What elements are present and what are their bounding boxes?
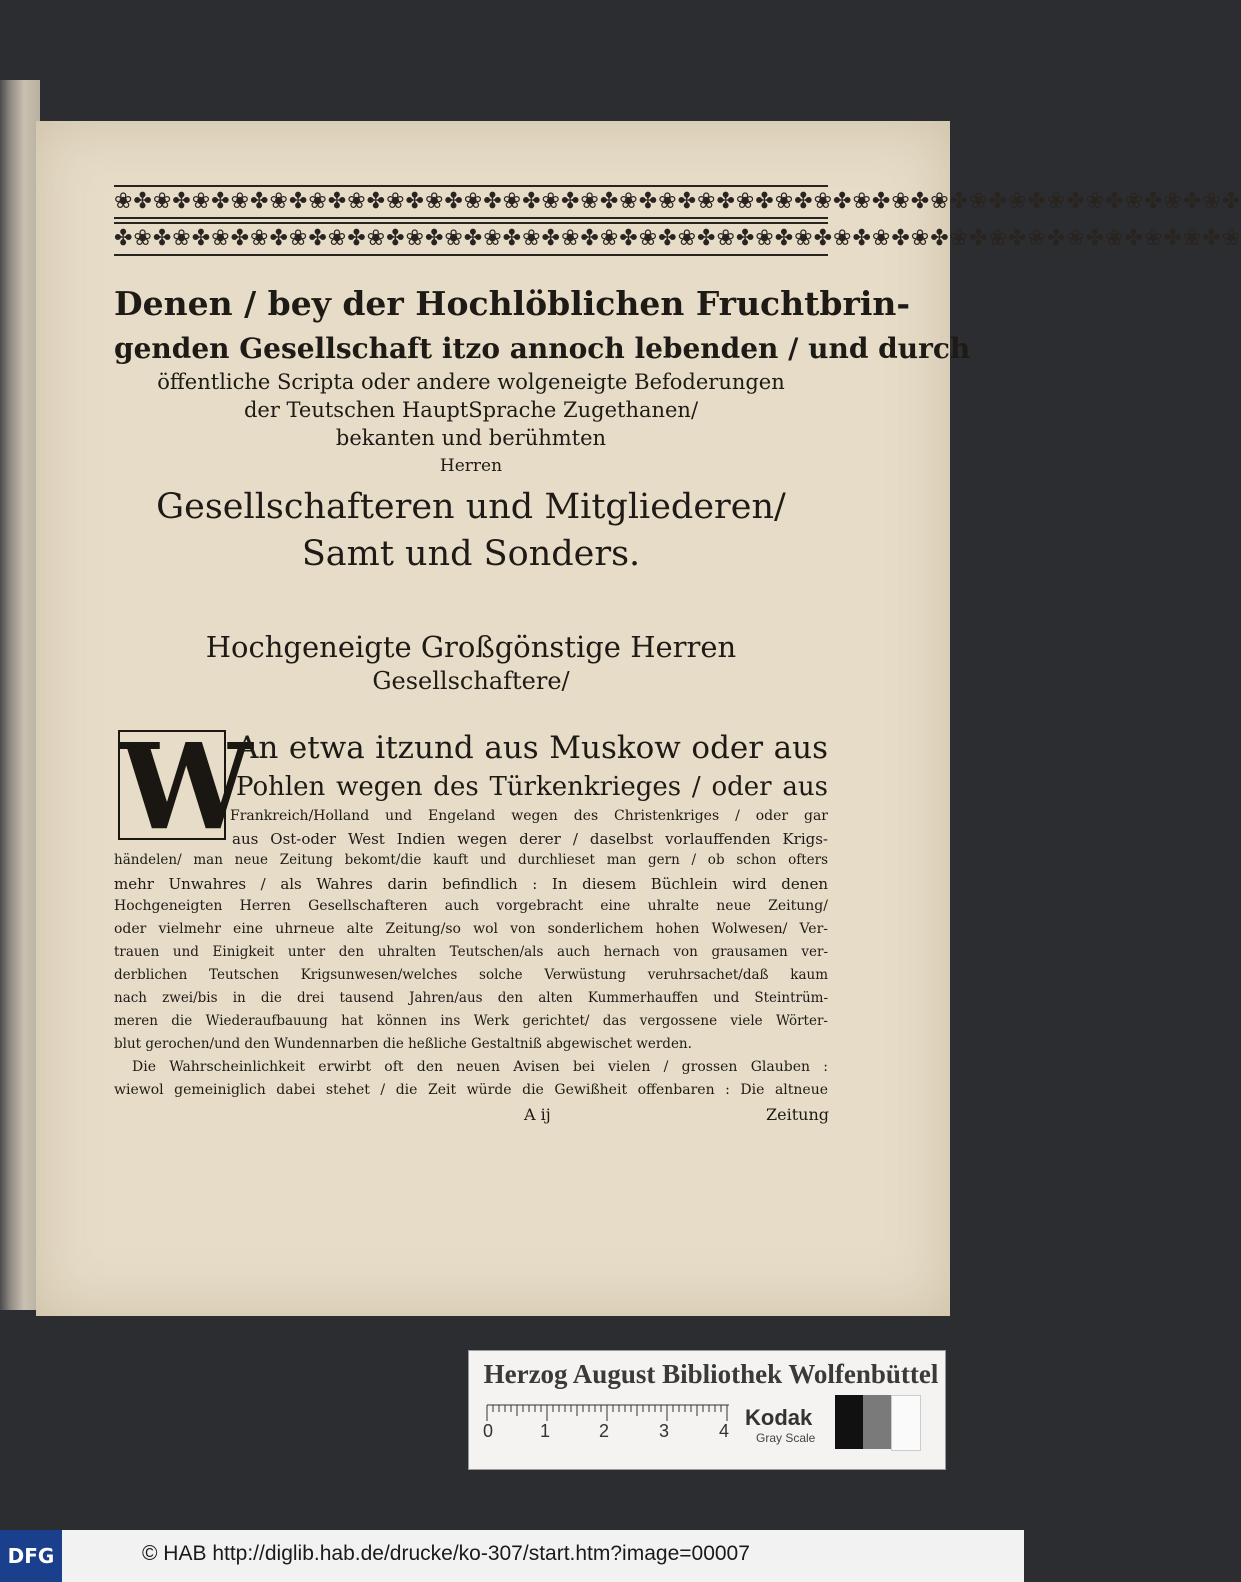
heading-line: Denen / bey der Hochlöblichen Fruchtbrin- <box>114 284 911 323</box>
dfg-logo: DFG <box>0 1530 62 1582</box>
decorated-initial: W <box>120 717 253 856</box>
centimeter-ruler <box>483 1403 733 1439</box>
library-name: Herzog August Bibliothek Wolfenbüttel <box>483 1359 939 1389</box>
gray-swatch-white <box>891 1395 921 1451</box>
body-line: nach zwei/bis in die drei tausend Jahren/aus den alten Kummerhauffen und Steintrüm- <box>114 990 828 1006</box>
catchword: Zeitung <box>766 1105 829 1124</box>
signature-mark: A ij <box>524 1105 551 1124</box>
gray-swatch-mid <box>863 1395 891 1449</box>
heading-line: der Teutschen HauptSprache Zugethanen/ <box>243 398 699 422</box>
salutation-line: Hochgeneigte Großgönstige Herren <box>205 630 737 664</box>
body-line: mehr Unwahres / als Wahres darin befindlich : In diesem Büchlein wird denen <box>114 875 828 893</box>
body-line: Frankreich/Holland und Engeland wegen des Christenkriges / oder gar <box>230 808 828 824</box>
kodak-logo: Kodak <box>745 1405 813 1430</box>
salutation-line: Gesellschaftere/ <box>372 667 570 695</box>
body-line: An etwa itzund aus Muskow oder aus <box>236 730 828 766</box>
library-scale-card <box>468 1350 946 1470</box>
body-line: blut gerochen/und den Wundennarben die heßliche Gestaltniß abgewischet werden. <box>114 1036 692 1052</box>
body-line: meren die Wiederaufbauung hat können ins Werk gerichtet/ das vergossene viele Wörter- <box>114 1013 828 1029</box>
body-line: aus Ost-oder West Indien wegen derer / daselbst vorlauffenden Krigs- <box>232 830 828 848</box>
body-line: Die Wahrscheinlichkeit erwirbt oft den neuen Avisen bei vielen / grossen Glauben : <box>132 1059 828 1075</box>
body-line: Hochgeneigten Herren Gesellschafteren auch vorgebracht eine uhralte neue Zeitung/ <box>114 898 828 914</box>
ruler-number: 0 <box>483 1421 494 1441</box>
heading-line: Gesellschafteren und Mitgliederen/ <box>156 487 786 527</box>
book-page-edge <box>0 80 40 1310</box>
footer-bar <box>0 1530 1024 1582</box>
ruler-ticks <box>487 1405 727 1421</box>
ornament-band-top: ❀✤❀✤❀✤❀✤❀✤❀✤❀✤❀✤❀✤❀✤❀✤❀✤❀✤❀✤❀✤❀✤❀✤❀✤❀✤❀✤❀✤❀✤❀✤❀✤❀✤❀✤❀✤❀✤❀✤ <box>114 185 828 219</box>
heading-line: öffentliche Scripta oder andere wolgeneigte Befoderungen <box>157 370 785 394</box>
heading-line: bekanten und berühmten <box>335 426 607 450</box>
heading-line: Samt und Sonders. <box>301 534 641 574</box>
body-line: Pohlen wegen des Türkenkrieges / oder aus <box>236 772 828 802</box>
ruler-number: 2 <box>599 1421 610 1441</box>
gray-scale-label: Gray Scale <box>756 1431 816 1445</box>
body-line: oder vielmehr eine uhrneue alte Zeitung/so wol von sonderlichem hohen Wolwesen/ Ver- <box>114 921 828 937</box>
ruler-number: 1 <box>540 1421 551 1441</box>
ruler-number: 4 <box>719 1421 730 1441</box>
copyright-url[interactable]: © HAB http://diglib.hab.de/drucke/ko-307/start.htm?image=00007 <box>142 1542 750 1565</box>
heading-line: genden Gesellschaft itzo annoch lebenden / und durch <box>114 332 971 365</box>
ruler-number: 3 <box>659 1421 670 1441</box>
body-line: trauen und Einigkeit unter den uhralten Teutschen/als auch hernach von grausamen ver- <box>114 944 828 960</box>
ornament-band-bottom: ✤❀✤❀✤❀✤❀✤❀✤❀✤❀✤❀✤❀✤❀✤❀✤❀✤❀✤❀✤❀✤❀✤❀✤❀✤❀✤❀✤❀✤❀✤❀✤❀✤❀✤❀✤❀✤❀✤❀ <box>114 222 828 256</box>
body-line: wiewol gemeiniglich dabei stehet / die Zeit würde die Gewißheit offenbaren : Die altneue <box>114 1082 828 1098</box>
heading-line: Herren <box>439 456 503 476</box>
body-line: derblichen Teutschen Krigsunwesen/welches solche Verwüstung veruhrsachet/daß kaum <box>114 967 828 983</box>
gray-swatch-black <box>835 1395 863 1449</box>
body-line: händelen/ man neue Zeitung bekomt/die kauft und durchlieset man gern / ob schon ofters <box>114 852 828 868</box>
